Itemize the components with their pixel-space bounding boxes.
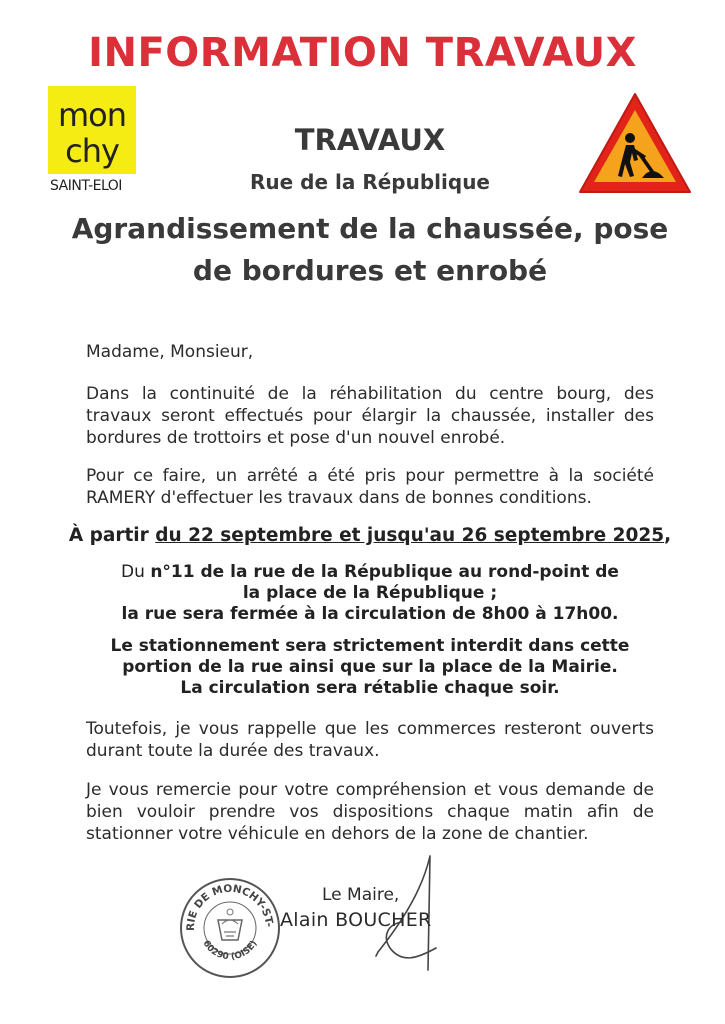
logo-line-2: chy (65, 132, 119, 170)
seal-top-text: RIE DE MONCHY-ST- (184, 882, 276, 932)
mayor-title: Le Maire, (322, 885, 400, 905)
date-range: du 22 septembre et jusqu'au 26 septembre 2025 (155, 525, 665, 546)
logo-line-1: mon (57, 96, 127, 134)
parking-notice (110, 636, 630, 699)
street-name: Rue de la République (250, 170, 490, 194)
closure-hours: la rue sera fermée à la circulation de 8h00 à 17h00. (121, 604, 619, 624)
roadwork-warning-sign-icon (576, 90, 694, 196)
svg-text:60290 (OISE) (200, 939, 259, 962)
salutation: Madame, Monsieur, (86, 342, 254, 362)
closure-prefix: Du (121, 562, 151, 582)
closure-notice (110, 562, 630, 625)
date-suffix: , (664, 525, 672, 546)
municipality-logo (48, 86, 140, 196)
document-title: INFORMATION TRAVAUX (88, 30, 637, 76)
date-prefix: À partir (68, 525, 156, 546)
logo-yellow-square (48, 86, 136, 174)
parking-line-3: La circulation sera rétablie chaque soir. (180, 678, 560, 698)
parking-line-1: Le stationnement sera strictement interdit dans cette (110, 636, 630, 656)
paragraph-arrete: Pour ce faire, un arrêté a été pris pour permettre à la société RAMERY d'effectuer les travaux dans de bonnes conditions. (86, 466, 654, 508)
paragraph-context: Dans la continuité de la réhabilitation du centre bourg, des travaux seront effectués pour élargir la chaussée, installer des bordures de trottoirs et pose d'un nouvel enrobé. (86, 384, 654, 448)
paragraph-thanks: Je vous remercie pour votre compréhension et vous demande de bien vouloir prendre vos dispositions chaque matin afin de stationner votre véhicule en dehors de la zone de chantier. (86, 780, 654, 844)
works-description: Agrandissement de la chaussée, pose de bordures et enrobé (71, 212, 669, 287)
closure-location: n°11 de la rue de la République au rond-point de la place de la République ; (150, 562, 619, 603)
logo-subtitle: SAINT-ELOI (50, 178, 122, 194)
svg-text:MAIRIE DE MONCHY-ST-ELOI (178, 876, 275, 931)
mayor-name: Alain BOUCHER (280, 909, 432, 931)
town-hall-seal (178, 876, 282, 980)
parking-line-2: portion de la rue ainsi que sur la place de la Mairie. (122, 657, 618, 677)
date-range-line (60, 525, 680, 546)
heading-travaux: TRAVAUX (294, 123, 446, 157)
seal-bottom-text: 60290 (OISE) (200, 938, 260, 963)
paragraph-shops: Toutefois, je vous rappelle que les commerces resteront ouverts durant toute la durée des travaux. (86, 719, 654, 761)
